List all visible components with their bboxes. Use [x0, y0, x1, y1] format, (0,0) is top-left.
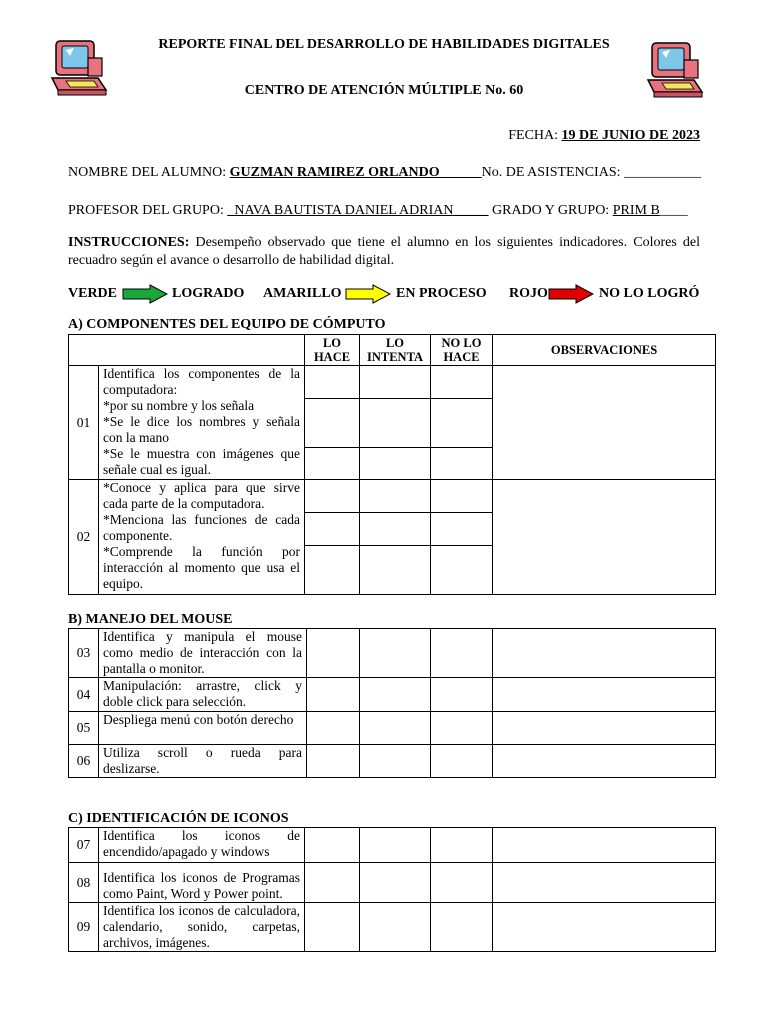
table-row	[69, 366, 716, 399]
cell-no-lo-hace[interactable]	[431, 828, 493, 863]
legend-proceso: EN PROCESO	[396, 286, 487, 301]
cell-lo-hace[interactable]	[307, 745, 360, 778]
table-row	[69, 863, 716, 903]
legend-nologro: NO LO LOGRÓ	[599, 286, 700, 301]
cell-lo-hace[interactable]	[305, 480, 360, 513]
cell-observaciones[interactable]	[493, 828, 716, 863]
legend-rojo: ROJO	[509, 286, 548, 301]
section-a-title: A) COMPONENTES DEL EQUIPO DE CÓMPUTO	[68, 317, 386, 332]
cell-lo-hace[interactable]	[305, 448, 360, 480]
cell-lo-hace[interactable]	[305, 546, 360, 595]
table-row	[69, 903, 716, 952]
cell-lo-hace[interactable]	[305, 863, 360, 903]
cell-no-lo-hace[interactable]	[431, 678, 493, 712]
row-description: Despliega menú con botón derecho	[99, 712, 307, 745]
col-lo-hace: LO HACE	[305, 335, 360, 366]
section-c-table	[68, 827, 716, 952]
teacher-name: _NAVA BAUTISTA DANIEL ADRIAN_____	[227, 203, 489, 218]
cell-lo-intenta[interactable]	[360, 546, 431, 595]
cell-observaciones[interactable]	[493, 678, 716, 712]
date-label: FECHA:	[508, 128, 562, 143]
cell-lo-intenta[interactable]	[360, 745, 431, 778]
cell-no-lo-hace[interactable]	[431, 903, 493, 952]
cell-lo-hace[interactable]	[305, 366, 360, 399]
cell-no-lo-hace[interactable]	[431, 513, 493, 546]
legend-verde: VERDE	[68, 286, 118, 301]
cell-observaciones[interactable]	[493, 745, 716, 778]
cell-lo-hace[interactable]	[307, 712, 360, 745]
legend-logrado: LOGRADO	[172, 286, 245, 301]
cell-lo-intenta[interactable]	[360, 448, 431, 480]
row-number: 04	[69, 678, 99, 712]
cell-no-lo-hace[interactable]	[431, 480, 493, 513]
section-c-title: C) IDENTIFICACIÓN DE ICONOS	[68, 811, 289, 826]
row-description: *Conoce y aplica para que sirve cada parte de la computadora. *Menciona las funciones de cada componente. *Comprende la función por interacción al momento que usa el equipo.	[99, 480, 305, 595]
cell-lo-hace[interactable]	[305, 513, 360, 546]
cell-observaciones[interactable]	[493, 903, 716, 952]
teacher-line	[68, 203, 688, 219]
row-description: Identifica los iconos de encendido/apagado y windows	[99, 828, 305, 863]
row-description: Identifica y manipula el mouse como medio de interacción con la pantalla o monitor.	[99, 629, 307, 678]
table-row	[69, 629, 716, 678]
cell-no-lo-hace[interactable]	[431, 546, 493, 595]
student-name: GUZMAN RAMIREZ ORLANDO______	[229, 165, 482, 180]
col-lo-intenta: LO INTENTA	[360, 335, 431, 366]
cell-lo-hace[interactable]	[307, 629, 360, 678]
row-description: Identifica los iconos de calculadora, calendario, sonido, carpetas, archivos, imágenes.	[99, 903, 305, 952]
table-row	[69, 745, 716, 778]
cell-lo-intenta[interactable]	[360, 629, 431, 678]
instructions	[68, 234, 700, 270]
cell-observaciones[interactable]	[493, 712, 716, 745]
row-number: 01	[69, 366, 99, 480]
cell-lo-hace[interactable]	[305, 399, 360, 448]
cell-no-lo-hace[interactable]	[431, 629, 493, 678]
row-description: Utiliza scroll o rueda para deslizarse.	[99, 745, 307, 778]
cell-lo-hace[interactable]	[307, 678, 360, 712]
cell-lo-intenta[interactable]	[360, 678, 431, 712]
cell-lo-intenta[interactable]	[360, 513, 431, 546]
cell-no-lo-hace[interactable]	[431, 448, 493, 480]
cell-no-lo-hace[interactable]	[431, 399, 493, 448]
cell-lo-hace[interactable]	[305, 828, 360, 863]
row-number: 08	[69, 863, 99, 903]
cell-no-lo-hace[interactable]	[431, 366, 493, 399]
date-value: 19 DE JUNIO DE 2023	[561, 128, 700, 143]
student-line	[68, 165, 701, 181]
attendance-label: No. DE ASISTENCIAS: ___________	[481, 165, 702, 180]
section-b-table	[68, 628, 716, 778]
cell-lo-intenta[interactable]	[360, 903, 431, 952]
cell-no-lo-hace[interactable]	[431, 863, 493, 903]
red-arrow-icon	[548, 284, 594, 304]
row-number: 09	[69, 903, 99, 952]
cell-observaciones[interactable]	[493, 863, 716, 903]
cell-observaciones[interactable]	[493, 480, 716, 595]
date-line	[508, 128, 700, 144]
instructions-text: Desempeño observado que tiene el alumno en los siguientes indicadores. Colores del recuadro según el avance o desarrollo de habilidad digital.	[68, 235, 700, 268]
col-observaciones: OBSERVACIONES	[493, 335, 716, 366]
header-empty	[69, 335, 305, 366]
row-number: 06	[69, 745, 99, 778]
cell-lo-intenta[interactable]	[360, 863, 431, 903]
row-number: 02	[69, 480, 99, 595]
cell-lo-intenta[interactable]	[360, 828, 431, 863]
center-name: CENTRO DE ATENCIÓN MÚLTIPLE No. 60	[244, 83, 524, 98]
cell-lo-intenta[interactable]	[360, 399, 431, 448]
table-row	[69, 712, 716, 745]
cell-lo-intenta[interactable]	[360, 366, 431, 399]
instructions-label: INSTRUCCIONES:	[68, 235, 190, 250]
report-title: REPORTE FINAL DEL DESARROLLO DE HABILIDADES DIGITALES	[158, 37, 610, 52]
group-tail: ____	[659, 203, 688, 218]
yellow-arrow-icon	[345, 284, 391, 304]
cell-lo-intenta[interactable]	[360, 480, 431, 513]
student-label: NOMBRE DEL ALUMNO:	[68, 165, 230, 180]
table-row	[69, 480, 716, 513]
cell-lo-intenta[interactable]	[360, 712, 431, 745]
col-no-lo-hace: NO LO HACE	[431, 335, 493, 366]
cell-observaciones[interactable]	[493, 629, 716, 678]
table-row	[69, 828, 716, 863]
row-number: 05	[69, 712, 99, 745]
table-row	[69, 678, 716, 712]
cell-no-lo-hace[interactable]	[431, 712, 493, 745]
section-b-title: B) MANEJO DEL MOUSE	[68, 612, 233, 627]
cell-lo-hace[interactable]	[305, 903, 360, 952]
teacher-label: PROFESOR DEL GRUPO:	[68, 203, 228, 218]
cell-no-lo-hace[interactable]	[431, 745, 493, 778]
row-description: Identifica los componentes de la computadora: *por su nombre y los señala *Se le dice los nombres y señala con la mano *Se le muestra con imágenes que señale cual es igual.	[99, 366, 305, 480]
group-label: GRADO Y GRUPO:	[488, 203, 613, 218]
cell-observaciones[interactable]	[493, 366, 716, 480]
row-description: Manipulación: arrastre, click y doble click para selección.	[99, 678, 307, 712]
section-a-table	[68, 334, 716, 595]
group-value: PRIM B	[612, 203, 660, 218]
row-description: Identifica los iconos de Programas como Paint, Word y Power point.	[99, 863, 305, 903]
row-number: 03	[69, 629, 99, 678]
row-number: 07	[69, 828, 99, 863]
green-arrow-icon	[122, 284, 168, 304]
legend-amarillo: AMARILLO	[263, 286, 342, 301]
